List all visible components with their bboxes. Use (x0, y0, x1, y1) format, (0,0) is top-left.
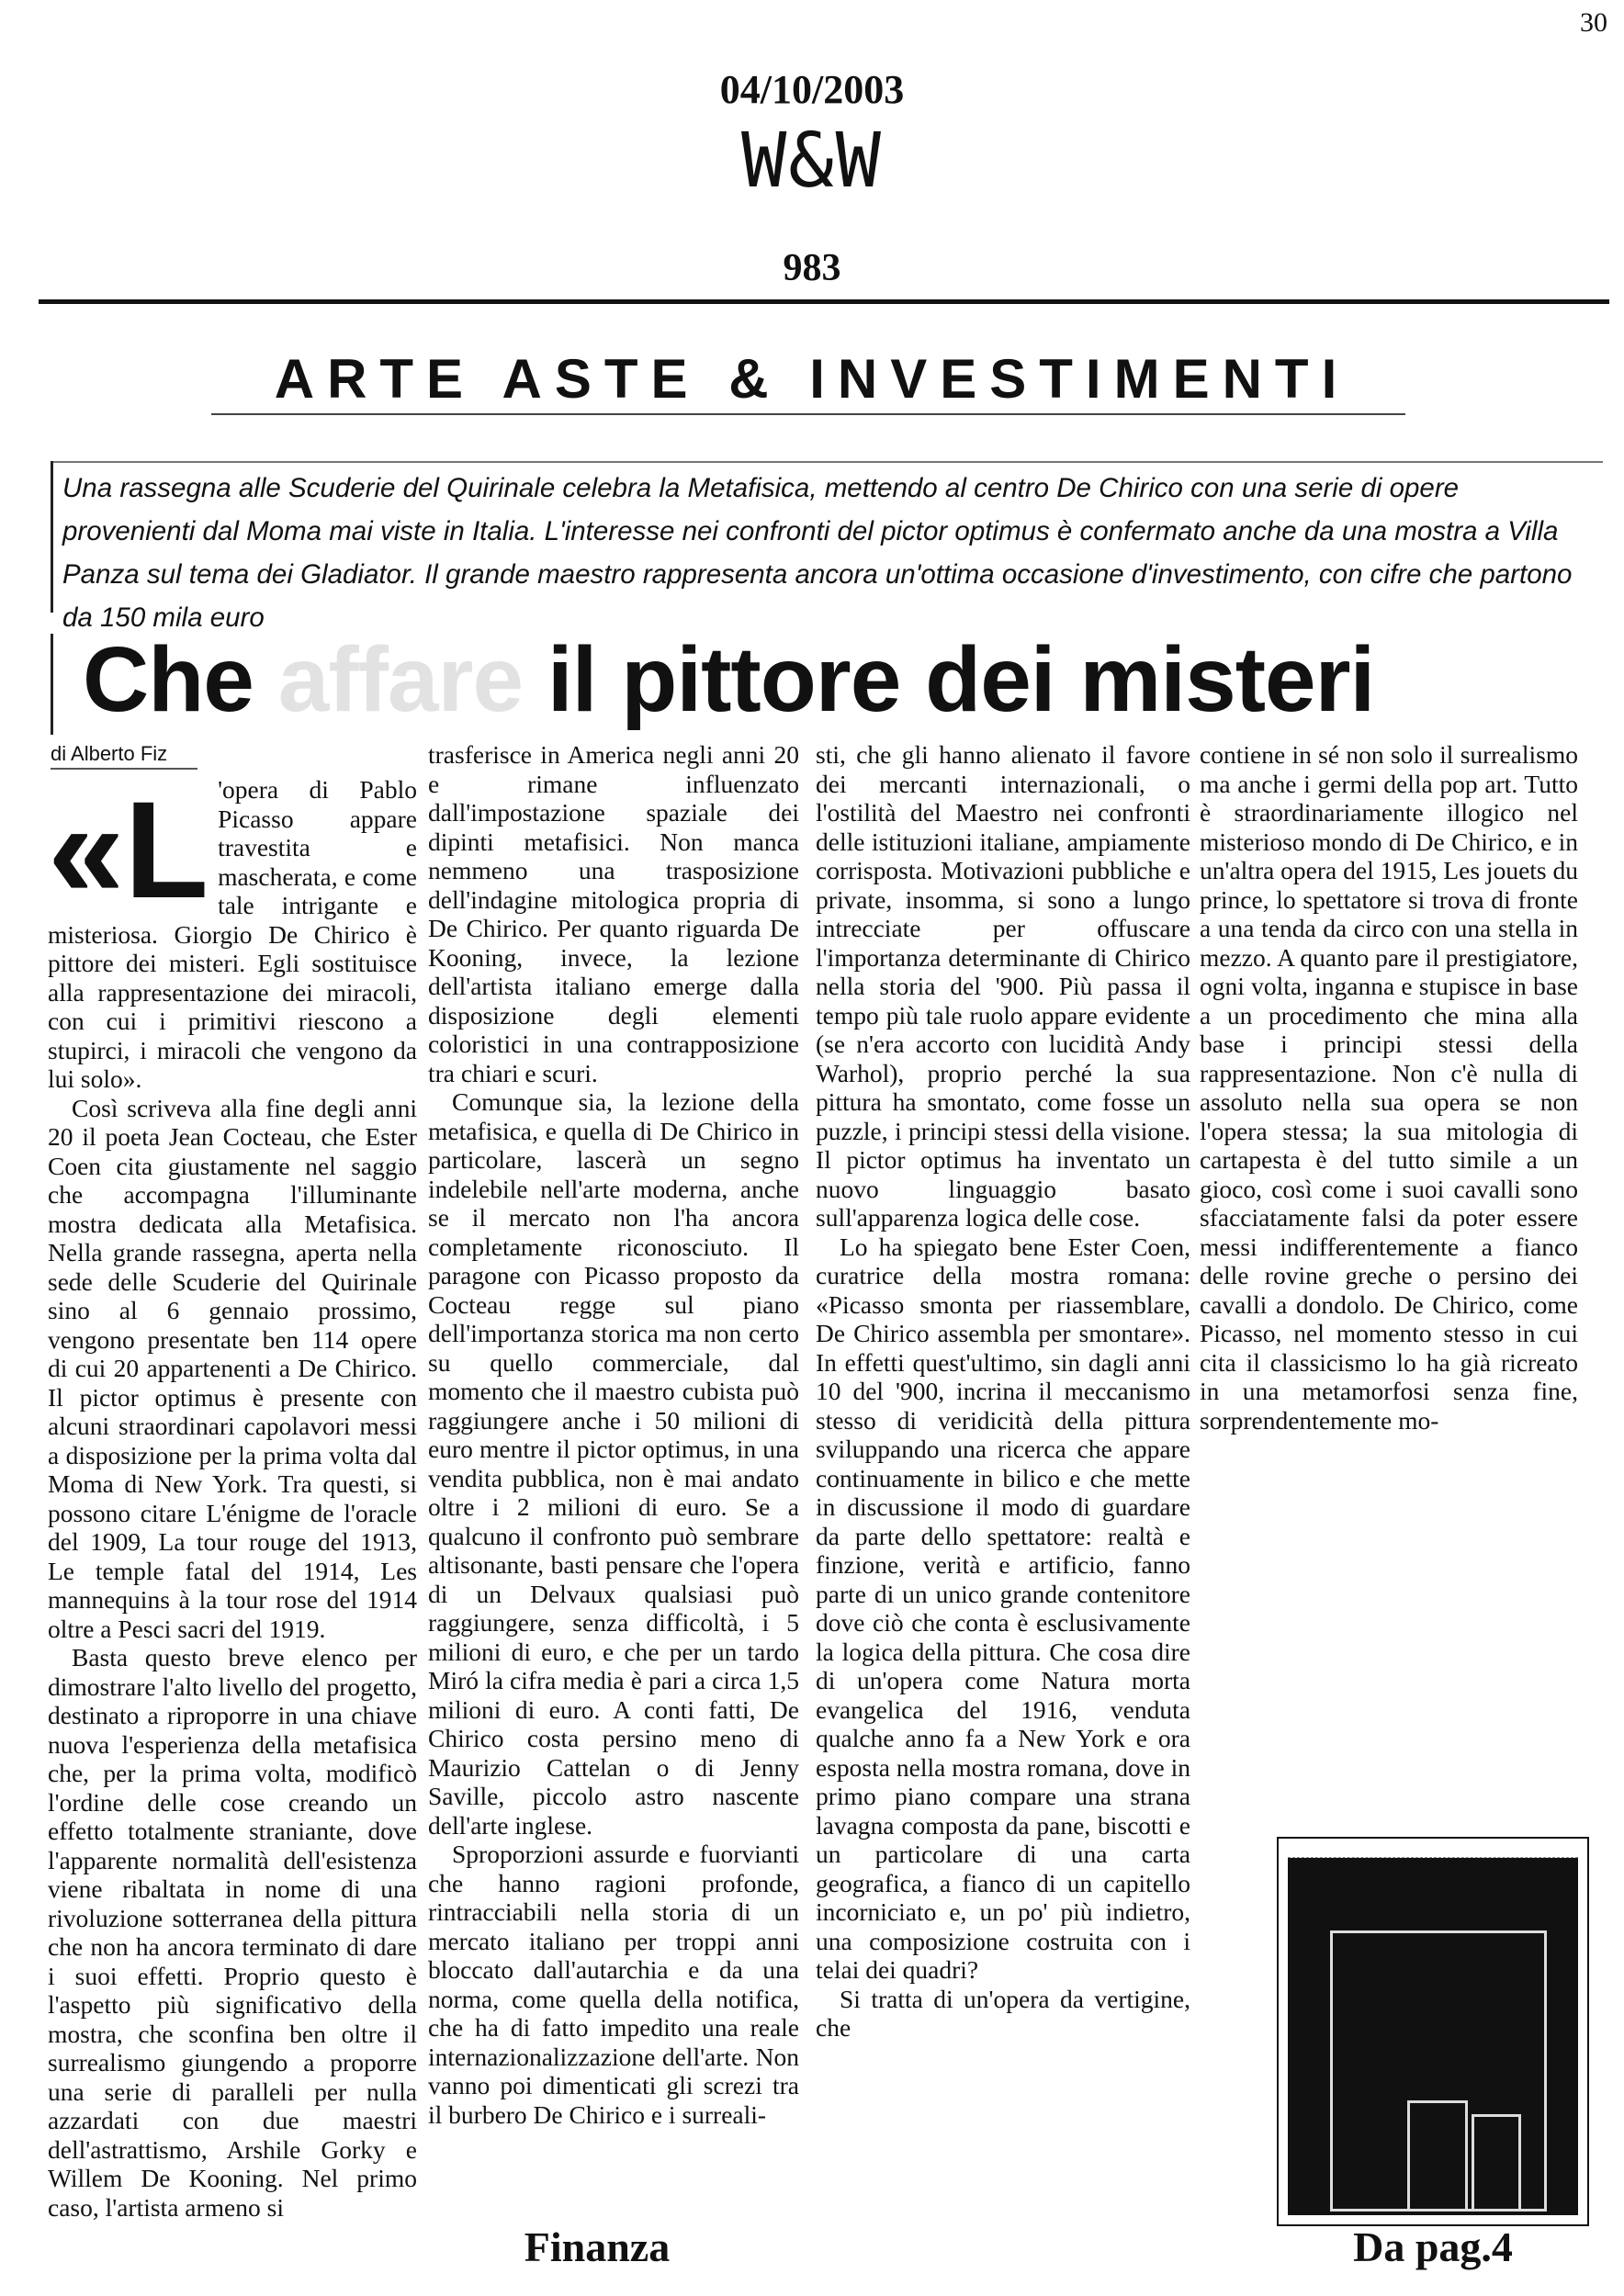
article-column-2 (428, 740, 799, 2129)
column-4-paragraph-1: contiene in sé non solo il surrealismo ma anche i germi della pop art. Tutto è straordinariamente illogico nel misterioso mondo di De Chirico, e in un'altra opera del 1915, Les jouets du prince, lo spettatore si trova di fronte a una tenda da circo con una stella in mezzo. A quanto pare il prestigiatore, ogni volta, inganna e stupisce in base a un procedimento che mina alla base i principi stessi della rappresentazione. Non c'è nulla di assoluto nella sua opera se non l'opera stessa; la sua mitologia di cartapesta è del tutto simile a un gioco, così come i suoi cavalli sono sfacciatamente falsi da poter essere messi indifferentemente a fianco delle rovine greche o persino dei cavalli a dondolo. De Chirico, come Picasso, nel momento stesso in cui cita il classicismo lo ha già ricreato in una metamorfosi senza fine, sorprendentemente mo- (1200, 740, 1578, 1435)
column-3-paragraph-1: sti, che gli hanno alienato il favore dei mercanti internazionali, o l'ostilità del Maestro nei confronti delle istituzioni italiane, ampiamente corrisposta. Motivazioni pubbliche e private, insomma, si sono a lungo intrecciate per offuscare l'importanza determinante di Chirico nella storia del '900. Più passa il tempo più tale ruolo appare evidente (se n'era accorto con lucidità Andy Warhol), proprio perché la sua pittura ha smontato, come fosse un puzzle, i principi stessi della visione. Il pictor optimus ha inventato un nuovo linguaggio basato sull'apparenza logica delle cose. (816, 740, 1190, 1232)
headline-start: Che (83, 628, 254, 731)
column-3-paragraph-2: Lo ha spiegato bene Ester Coen, curatrice della mostra romana: «Picasso smonta per riassemblare, De Chirico assembla per smontare». In effetti quest'ultimo, sin dagli anni 10 del '900, incrina il meccanismo stesso di veridicità della pittura sviluppando una ricerca che appare continuamente in bilico e che mette in discussione il modo di guardare da parte dello spettatore: realtà e finzione, verità e artificio, fanno parte di un unico grande contenitore dove ciò che conta è esclusivamente la logica della pittura. Che cosa dire di un'opera come Natura morta evangelica del 1916, venduta qualche anno fa a New York e ora esposta nella mostra romana, dove in primo piano compare una strana lavagna composta da pane, biscotti e un particolare di una carta geografica, a fianco di un capitello incorniciato e, un po' più indietro, una composizione costruita con i telai dei quadri? (816, 1232, 1190, 1984)
section-underline (211, 413, 1405, 415)
column-1-paragraph-3: Basta questo breve elenco per dimostrare l'alto livello del progetto, destinato a riproporre in una chiave nuova l'esperienza della metafisica che, per la prima volta, modificò l'ordine delle cose creando un effetto totalmente straniante, dove l'apparente normalità dell'esistenza viene ribaltata in nome di una rivoluzione sotterranea della pittura che non ha ancora terminato di dare i suoi effetti. Proprio questo è l'aspetto più significativo della mostra, che sconfina ben oltre il surrealismo giungendo a proporre una serie di paralleli per nulla azzardati con due maestri dell'astrattismo, Arshile Gorky e Willem De Kooning. Nel primo caso, l'artista armeno si (48, 1643, 417, 2222)
article-standfirst: Una rassegna alle Scuderie del Quirinale celebra la Metafisica, mettendo al centro De Chirico con una serie di opere provenienti dal Moma mai viste in Italia. L'interesse nei confronti del pictor optimus è confermato anche da una mostra a Villa Panza sul tema dei Gladiator. Il grande maestro rappresenta ancora un'ottima occasione d'investimento, con cifre che partono da 150 mila euro (62, 473, 1573, 633)
column-3-paragraph-3: Si tratta di un'opera da vertigine, che (816, 1984, 1190, 2042)
column-2-paragraph-2: Comunque sia, la lezione della metafisica, e quella di De Chirico in particolare, lascerà un segno indelebile nell'arte moderna, anche se il mercato non l'ha ancora completamente riconosciuto. Il paragone con Picasso proposto da Cocteau regge sul piano dell'importanza storica ma non certo su quello commerciale, dal momento che il maestro cubista può raggiungere anche i 50 milioni di euro mentre il pictor optimus, in una vendita pubblica, non è mai andato oltre i 2 milioni di euro. Se a qualcuno il confronto può sembrare altisonante, basti pensare che l'opera di un Delvaux qualsiasi può raggiungere, senza difficoltà, i 5 milioni di euro, e che per un tardo Miró la cifra media è pari a circa 1,5 milioni di euro. A conti fatti, De Chirico costa persino meno di Maurizio Cattelan o di Jenny Saville, piccolo astro nascente dell'arte inglese. (428, 1087, 799, 1840)
article-column-3 (816, 740, 1190, 2043)
article-author: di Alberto Fiz (51, 742, 168, 765)
photo-door-outline-2 (1472, 2114, 1521, 2212)
section-title: ARTE ASTE & INVESTIMENTI (274, 348, 1350, 410)
headline-bar (51, 634, 53, 735)
page-number: 30 (1580, 7, 1607, 38)
article-column-4 (1200, 740, 1578, 1435)
publication-logo: W&W (740, 118, 884, 205)
headline-end: il pittore dei misteri (547, 628, 1375, 731)
standfirst-rule (51, 461, 1603, 463)
column-2-paragraph-1: trasferisce in America negli anni 20 e rimane influenzato dall'impostazione spaziale dei dipinti metafisici. Non manca nemmeno una trasposizione dell'indagine mitologica propria di De Chirico. Per quanto riguarda De Kooning, invece, la lezione dell'artista italiano emerge dalla disposizione degli elementi coloristici in una contrapposizione tra chiari e scuri. (428, 740, 799, 1087)
issue-number: 983 (783, 247, 841, 289)
photo-top-strip (1288, 1848, 1578, 1858)
article-headline (83, 620, 1374, 739)
footer-publication: Finanza (524, 2223, 671, 2270)
paragraph-text: 'opera di Pablo Picasso appare travestita e mascherata, e come tale intrigante e misteriosa. Giorgio De Chirico è pittore dei misteri. Egli sostituisce alla rappresentazione dei miracoli, con cui i primitivi riescono a stupirci, i miracoli che vengono da lui solo». (48, 775, 417, 1093)
publication-date: 04/10/2003 (719, 67, 905, 112)
column-1-paragraph-1 (48, 772, 417, 1094)
photo-door-outline (1407, 2100, 1468, 2212)
standfirst-bar (51, 461, 53, 613)
column-2-paragraph-3: Sproporzioni assurde e fuorvianti che hanno ragioni profonde, rintracciabili nella storia di un mercato italiano per troppi anni bloccato dall'autarchia e da una norma, come quella della notifica, che ha di fatto impedito una reale internazionalizzazione dell'arte. Non vanno poi dimenticati gli screzi tra il burbero De Chirico e i surreali- (428, 1840, 799, 2129)
headline-faded-word: affare (277, 628, 524, 731)
article-column-1 (48, 740, 417, 2222)
footer-page-ref: Da pag.4 (1353, 2223, 1513, 2270)
drop-cap: «L (48, 772, 209, 927)
artwork-photo (1277, 1837, 1589, 2226)
header-rule (39, 299, 1609, 304)
column-1-paragraph-2: Così scriveva alla fine degli anni 20 il poeta Jean Cocteau, che Ester Coen cita giustamente nel saggio che accompagna l'illuminante mostra dedicata alla Metafisica. Nella grande rassegna, aperta nella sede delle Scuderie del Quirinale sino al 6 gennaio prossimo, vengono presentate ben 114 opere di cui 20 appartenenti a De Chirico. Il pictor optimus è presente con alcuni straordinari capolavori messi a disposizione per la prima volta dal Moma di New York. Tra questi, si possono citare L'énigme de l'oracle del 1909, La tour rouge del 1913, Le temple fatal del 1914, Les mannequins à la tour rose del 1914 oltre a Pesci sacri del 1919. (48, 1093, 417, 1643)
